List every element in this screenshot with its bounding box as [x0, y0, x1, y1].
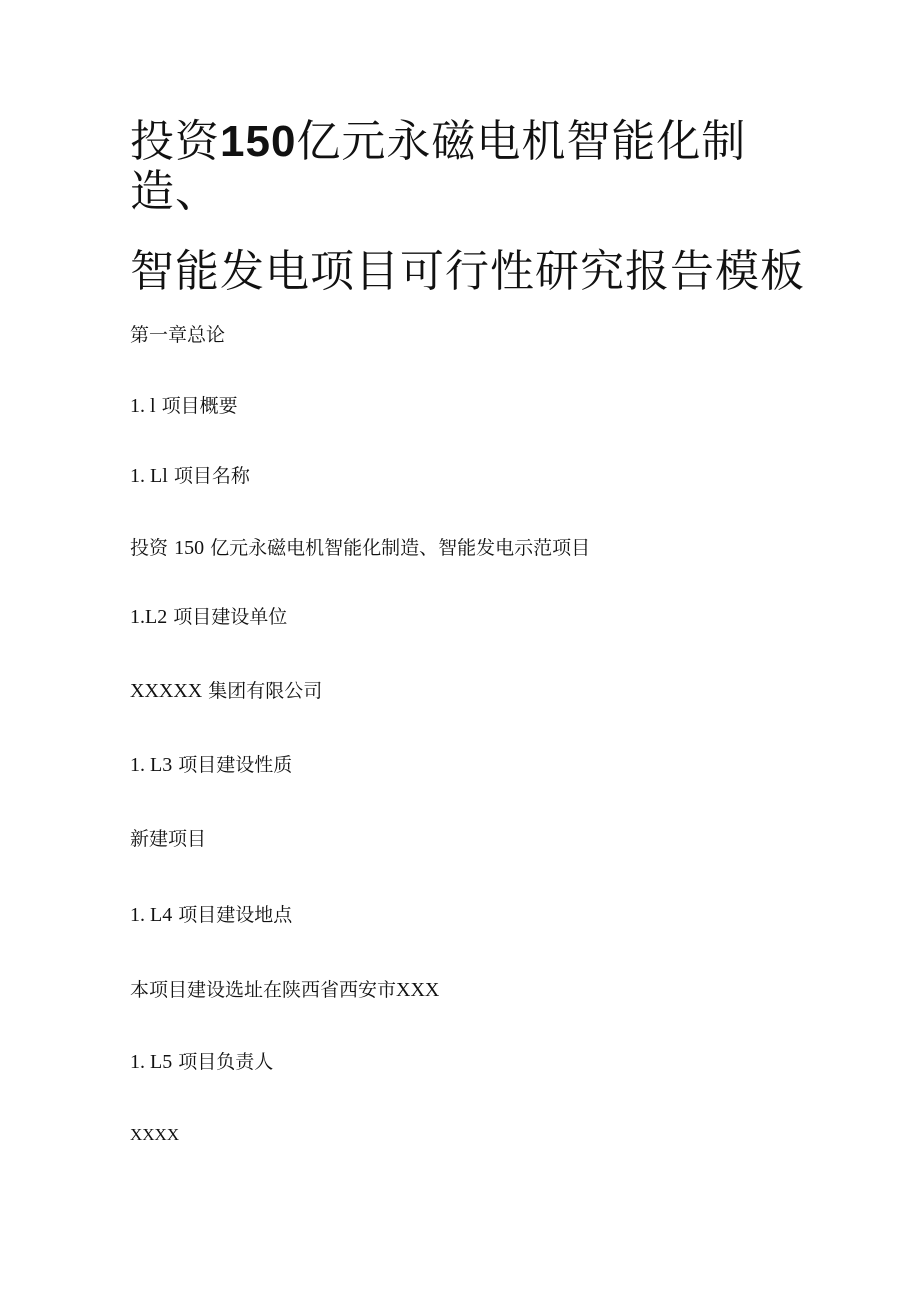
section-title: 项目名称	[173, 465, 250, 487]
section-title: 项目建设性质	[178, 754, 293, 776]
body-prefix: XXXXX	[130, 680, 203, 702]
nature-text: 新建项目	[130, 828, 207, 850]
body-prefix: 投资	[130, 537, 169, 559]
section-number: 1.L2	[130, 606, 168, 628]
section-number: 1. L4	[130, 904, 173, 926]
section-number: 1. L3	[130, 754, 173, 776]
section-number: 1. L5	[130, 1051, 173, 1073]
section-title: 项目建设地点	[178, 904, 293, 926]
title-prefix: 投资	[130, 116, 220, 167]
body-prefix: 本项目建设选址在陕西省西安市	[130, 979, 397, 1001]
chapter-heading: 第一章总论	[130, 324, 226, 346]
section-heading-project-name	[130, 463, 250, 489]
body-suffix: 集团有限公司	[208, 680, 323, 702]
document-title-line-2: 造、	[130, 166, 220, 217]
body-suffix: XXX	[396, 979, 440, 1001]
document-title-line-3: 智能发电项目可行性研究报告模板	[130, 246, 805, 297]
section-heading-overview	[130, 393, 238, 419]
body-suffix: 亿元永磁电机智能化制造、智能发电示范项目	[210, 537, 591, 559]
section-heading-location	[130, 902, 292, 928]
responsible-text	[130, 1121, 179, 1148]
section-heading-responsible	[130, 1049, 273, 1075]
location-text	[130, 977, 439, 1003]
document-title-line-1	[130, 116, 746, 168]
title-suffix: 亿元永磁电机智能化制	[296, 116, 747, 167]
section-number: 1. Ll	[130, 465, 168, 487]
project-name-text	[130, 535, 590, 561]
builder-text	[130, 678, 322, 704]
section-title: 项目概要	[161, 395, 238, 417]
section-heading-builder	[130, 604, 287, 630]
section-title: 项目建设单位	[173, 606, 288, 628]
title-number: 150	[220, 117, 297, 166]
body-value: XXXX	[130, 1125, 180, 1144]
section-heading-nature	[130, 752, 292, 778]
section-number: 1. l	[130, 395, 156, 417]
body-number: 150	[174, 537, 205, 559]
section-title: 项目负责人	[178, 1051, 274, 1073]
